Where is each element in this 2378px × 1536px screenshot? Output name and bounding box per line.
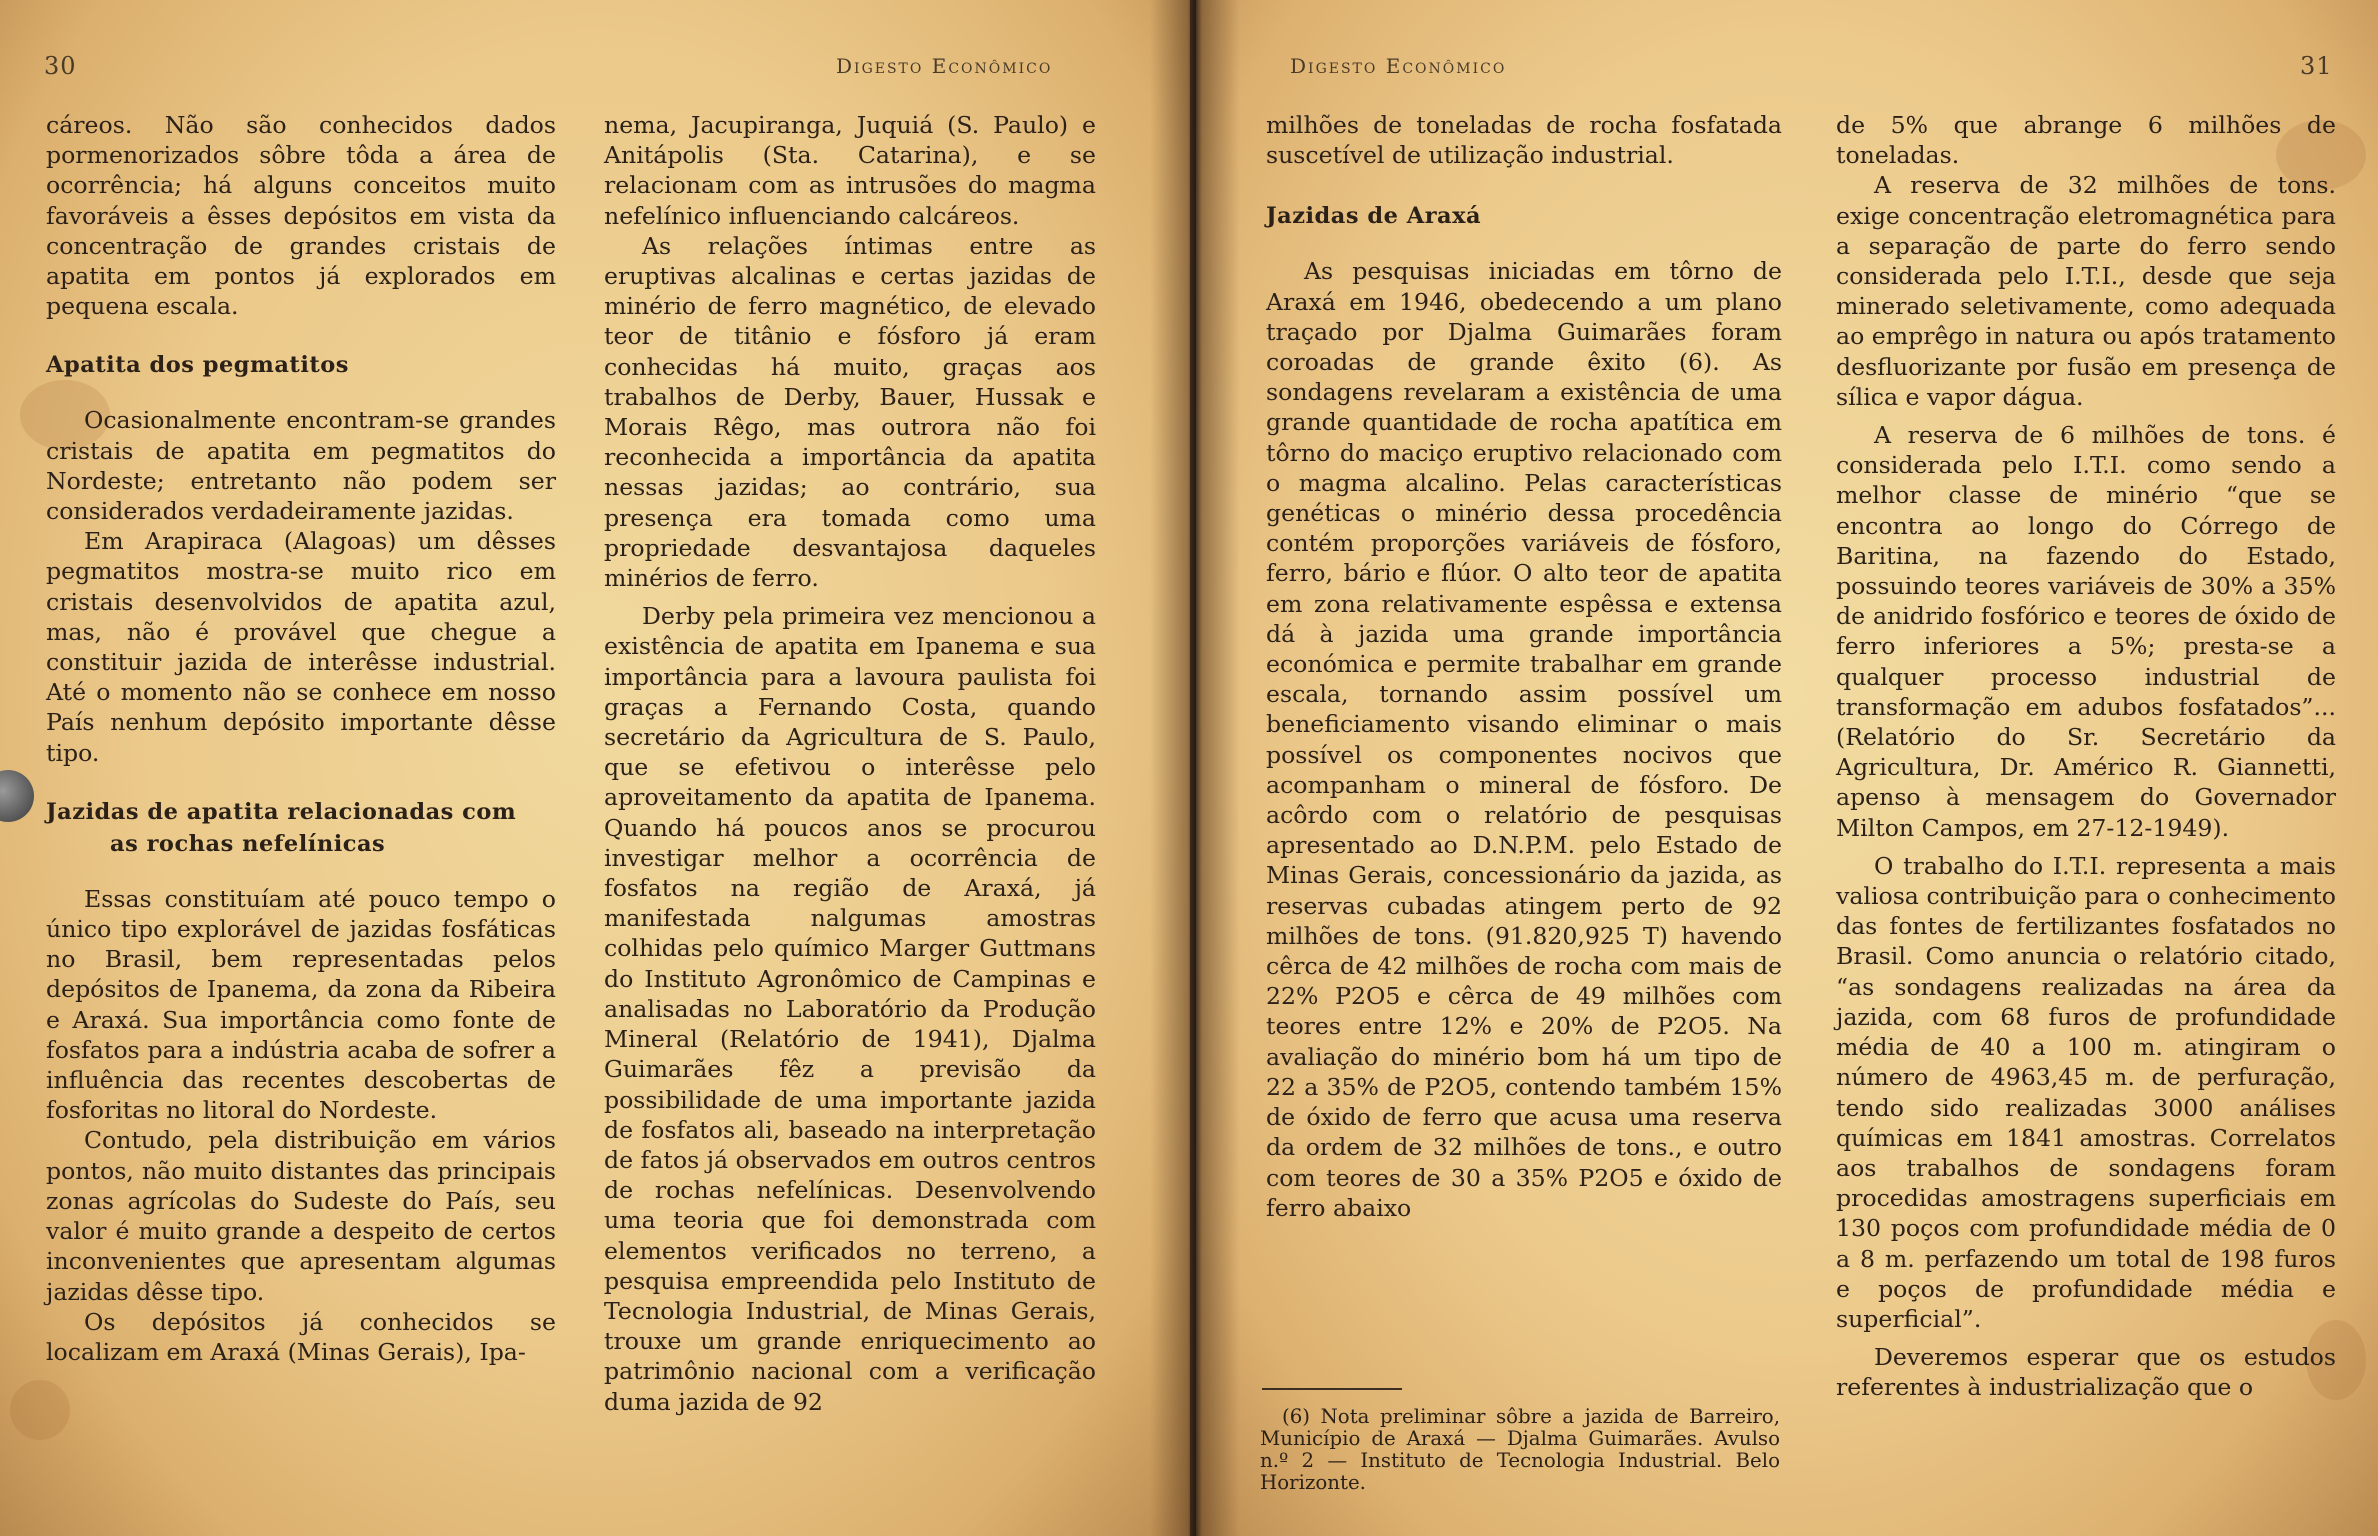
running-head: Digesto Econômico [836, 54, 1053, 78]
paragraph: Essas constituíam até pouco tempo o único tipo explorável de jazidas fosfáticas no Brasil, bem representadas pelos depósitos de Ipanema, da zona da Ribeira e Araxá. Sua importância como fonte de fosfatos para a indústria acaba de sofrer a influência das recentes descobertas de fosforitas no litoral do Nordeste. [46, 884, 556, 1125]
footnote [1260, 1406, 1780, 1494]
paragraph: As relações íntimas entre as eruptivas alcalinas e certas jazidas de minério de ferro magnético, de elevado teor de titânio e fósforo já eram conhecidas há muito, graças aos trabalhos de Derby, Bauer, Hussak e Morais Rêgo, mas outrora não foi reconhecida a importância da apatita nessas jazidas; ao contrário, sua presença era tomada como uma propriedade desvantajosa daqueles minérios de ferro. [604, 231, 1096, 593]
paragraph: Em Arapiraca (Alagoas) um dêsses pegmatitos mostra-se muito rico em cristais desenvolvidos de apatita azul, mas, não é provável que chegue a constituir jazida de interêsse industrial. Até o momento não se conhece em nosso País nenhum depósito importante dêsse tipo. [46, 527, 556, 767]
right-page [1196, 0, 2378, 1536]
stain [10, 1380, 70, 1440]
paragraph: Contudo, pela distribuição em vários pontos, não muito distantes das principais zonas agrícolas do Sudeste do País, seu valor é muito grande a despeito de certos inconvenientes que apresentam algumas jazidas dêsse tipo. [46, 1126, 556, 1306]
footnote-rule [1262, 1388, 1402, 1390]
paragraph: cáreos. Não são conhecidos dados pormenorizados sôbre tôda a área de ocorrência; há alguns conceitos muito favoráveis a êsses depósitos em vista da concentração de grandes cristais de apatita em pontos já explorados em pequena escala. [46, 111, 556, 321]
page-number: 31 [2300, 52, 2333, 80]
paragraph: Os depósitos já conhecidos se localizam em Araxá (Minas Gerais), Ipa- [46, 1307, 556, 1366]
heading-line: as rochas nefelínicas [110, 830, 386, 857]
paragraph: Ocasionalmente encontram-se grandes cristais de apatita em pegmatitos do Nordeste; entretanto não podem ser considerados verdadeiramente jazidas. [46, 406, 556, 526]
binding-staple [0, 770, 34, 822]
heading-line: Jazidas de apatita relacionadas com [46, 798, 517, 825]
paragraph: A reserva de 6 milhões de tons. é considerada pelo I.T.I. como sendo a melhor classe de minério “que se encontra ao longo do Córrego de Baritina, na fazendo do Estado, possuindo teores variáveis de 30% a 35% de anidrido fosfórico e teores de óxido de ferro inferiores a 5%; presta-se a qualquer processo industrial de transformação em adubos fosfatados”... (Relatório do Sr. Secretário da Agricultura, Dr. Américo R. Giannetti, apenso à mensagem do Governador Milton Campos, em 27-12-1949). [1836, 421, 2336, 842]
page-number: 30 [44, 52, 77, 80]
column-3 [1266, 110, 1782, 1223]
column-1 [46, 110, 556, 1367]
paragraph: nema, Jacupiranga, Juquiá (S. Paulo) e Anitápolis (Sta. Catarina), e se relacionam com as intrusões do magma nefelínico influenciando calcáreos. [604, 111, 1096, 230]
section-heading: Jazidas de Araxá [1266, 203, 1482, 230]
column-2 [604, 110, 1096, 1417]
footnote-text: (6) Nota preliminar sôbre a jazida de Barreiro, Município de Araxá — Djalma Guimarães. Avulso n.º 2 — Instituto de Tecnologia Industrial. Belo Horizonte. [1260, 1405, 1780, 1494]
paragraph: As pesquisas iniciadas em tôrno de Araxá em 1946, obedecendo a um plano traçado por Djalma Guimarães foram coroadas de grande êxito (6). As sondagens revelaram a existência de uma grande quantidade de rocha apatítica em tôrno do maciço eruptivo relacionado com o magma alcalino. Pelas características genéticas o minério dessa procedência contém proporções variáveis de fósforo, ferro, bário e flúor. O alto teor de apatita em zona relativamente espêssa e extensa dá à jazida uma grande importância económica e permite trabalhar em grande escala, tornando assim possível um beneficiamento visando eliminar o mais possível os componentes nocivos que acompanham o mineral de fósforo. De acôrdo com o relatório de pesquisas apresentado ao D.N.P.M. pelo Estado de Minas Gerais, concessionário da jazida, as reservas cubadas atingem perto de 92 milhões de tons. (91.820,925 T) havendo cêrca de 42 milhões de rocha com mais de 22% P2O5 e cêrca de 49 milhões com teores entre 12% e 20% de P2O5. Na avaliação do minério bom há um tipo de 22 a 35% de P2O5, contendo também 15% de óxido de ferro que acusa uma reserva da ordem de 32 milhões de tons., e outro com teores de 30 a 35% P2O5 e óxido de ferro abaixo [1266, 257, 1782, 1222]
paragraph: A reserva de 32 milhões de tons. exige concentração eletromagnética para a separação de parte do ferro sendo considerada pelo I.T.I., desde que seja minerado seletivamente, como adequada ao emprêgo in natura ou após tratamento desfluorizante por fusão em presença de sílica e vapor dágua. [1836, 171, 2336, 411]
book-gutter [1150, 0, 1240, 1536]
paragraph: milhões de toneladas de rocha fosfatada suscetível de utilização industrial. [1266, 111, 1782, 170]
paragraph: Deveremos esperar que os estudos referentes à industrialização que o [1836, 1343, 2336, 1402]
paragraph: Derby pela primeira vez mencionou a existência de apatita em Ipanema e sua importância para a lavoura paulista foi graças a Fernando Costa, quando secretário da Agricultura de S. Paulo, que se efetivou o interêsse pelo aproveitamento da apatita de Ipanema. Quando há poucos anos se procurou investigar melhor a ocorrência de fosfatos na região de Araxá, já manifestada nalgumas amostras colhidas pelo químico Marger Guttmans do Instituto Agronômico de Campinas e analisadas no Laboratório da Produção Mineral (Relatório de 1941), Djalma Guimarães fêz a previsão da possibilidade de uma importante jazida de fosfatos ali, baseado na interpretação de fatos já observados em outros centros de rochas nefelínicas. Desenvolvendo uma teoria que foi demonstrada com elementos verificados no terreno, a pesquisa empreendida pelo Instituto de Tecnologia Industrial, de Minas Gerais, trouxe um grande enriquecimento ao patrimônio nacional com a verificação duma jazida de 92 [604, 602, 1096, 1416]
section-heading [46, 796, 556, 860]
paragraph: O trabalho do I.T.I. representa a mais valiosa contribuição para o conhecimento das fontes de fertilizantes fosfatados no Brasil. Como anuncia o relatório citado, “as sondagens realizadas na área da jazida, com 68 furos de profundidade média de 40 a 100 m. atingiram o número de 4963,45 m. de perfuração, tendo sido realizadas 3000 análises químicas em 1841 amostras. Correlatos aos trabalhos de sondagens foram procedidas amostragens superficiais em 130 poços com profundidade média de 0 a 8 m. perfazendo um total de 198 furos e poços de profundidade média e superficial”. [1836, 851, 2336, 1333]
paragraph: de 5% que abrange 6 milhões de toneladas. [1836, 111, 2336, 170]
section-heading: Apatita dos pegmatitos [46, 352, 349, 379]
column-4 [1836, 110, 2336, 1403]
running-head: Digesto Econômico [1290, 54, 1507, 78]
